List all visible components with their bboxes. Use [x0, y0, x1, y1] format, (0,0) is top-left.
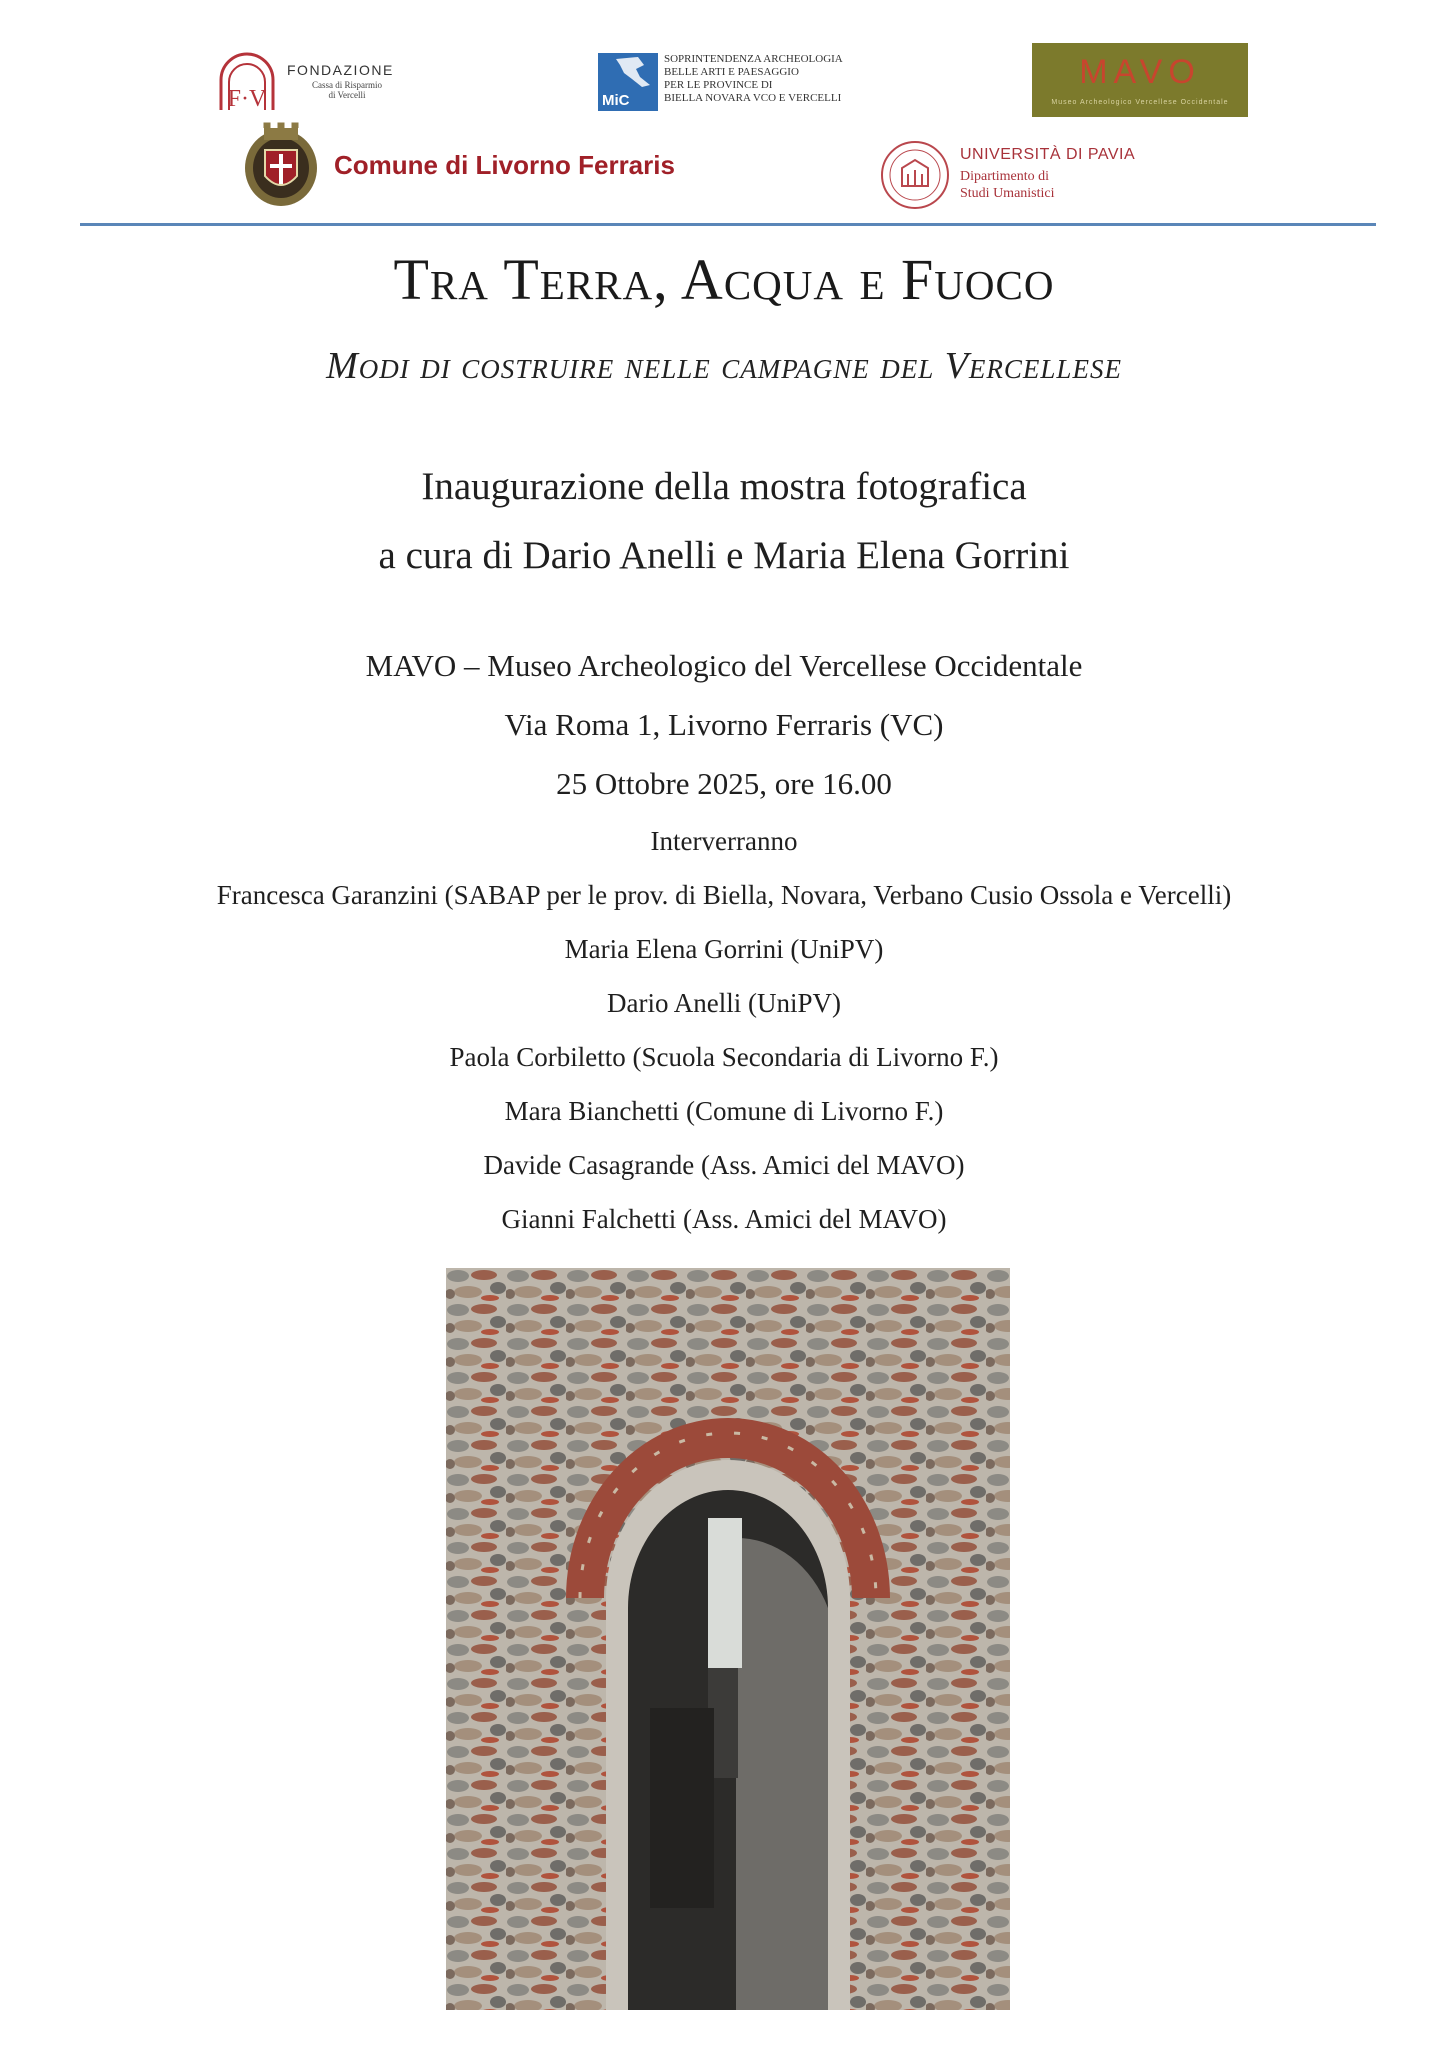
soprintendenza-logo	[598, 53, 898, 113]
mavo-wordmark: MAVO	[1079, 53, 1201, 91]
stone-wall-arched-doorway-photo	[446, 1268, 1010, 2010]
speaker-item: Gianni Falchetti (Ass. Amici del MAVO)	[501, 1204, 947, 1234]
comune-name: Comune di Livorno Ferraris	[334, 150, 675, 180]
department-line-1: Dipartimento di	[960, 169, 1050, 184]
speaker-item: Paola Corbiletto (Scuola Secondaria di Livorno F.)	[449, 1042, 999, 1072]
venue-line: MAVO – Museo Archeologico del Vercellese Occidentale	[365, 648, 1083, 683]
fondazione-name: FONDAZIONE	[287, 62, 394, 78]
fondazione-sub-line-2: di Vercelli	[328, 90, 366, 100]
comune-crest-icon	[240, 120, 322, 210]
pavia-logo	[880, 140, 1180, 214]
header-divider	[80, 223, 1376, 226]
university-seal-icon	[880, 140, 950, 210]
italy-shape-icon	[598, 53, 658, 93]
speaker-item: Dario Anelli (UniPV)	[607, 988, 841, 1018]
svg-text:F·V: F·V	[227, 86, 267, 112]
department-line-2: Studi Umanistici	[960, 186, 1055, 201]
exhibition-subtitle: Modi di costruire nelle campagne del Vercellese	[326, 345, 1122, 387]
inauguration-line: Inaugurazione della mostra fotografica	[421, 465, 1027, 508]
mic-label: MiC	[602, 92, 630, 109]
comune-logo	[240, 120, 700, 210]
fondazione-mark-icon	[215, 50, 279, 112]
exhibition-title: Tra Terra, Acqua e Fuoco	[393, 247, 1055, 312]
speaker-item: Francesca Garanzini (SABAP per le prov. di Biella, Novara, Verbano Cusio Ossola e Vercelli)	[216, 880, 1232, 910]
soprintendenza-line: BIELLA NOVARA VCO E VERCELLI	[664, 92, 842, 104]
soprintendenza-line: PER LE PROVINCE DI	[664, 79, 773, 91]
mavo-tagline: Museo Archeologico Vercellese Occidentale	[1051, 99, 1229, 106]
speaker-item: Maria Elena Gorrini (UniPV)	[564, 934, 884, 964]
speakers-heading: Interverranno	[650, 826, 798, 856]
fondazione-subtitle	[287, 80, 407, 100]
soprintendenza-text	[664, 53, 843, 105]
date-time-line: 25 Ottobre 2025, ore 16.00	[556, 766, 892, 801]
mic-mark-icon	[598, 53, 658, 111]
soprintendenza-line: SOPRINTENDENZA ARCHEOLOGIA	[664, 53, 843, 65]
fondazione-sub-line-1: Cassa di Risparmio	[312, 80, 382, 90]
address-line: Via Roma 1, Livorno Ferraris (VC)	[504, 707, 944, 742]
curators-line: a cura di Dario Anelli e Maria Elena Gorrini	[378, 534, 1070, 577]
department-name	[960, 168, 1055, 202]
speaker-item: Mara Bianchetti (Comune di Livorno F.)	[504, 1096, 944, 1126]
speaker-item: Davide Casagrande (Ass. Amici del MAVO)	[483, 1150, 965, 1180]
fondazione-logo	[215, 50, 425, 112]
university-name: UNIVERSITÀ DI PAVIA	[960, 146, 1136, 163]
soprintendenza-line: BELLE ARTI E PAESAGGIO	[664, 66, 799, 78]
mavo-logo	[1032, 43, 1248, 117]
